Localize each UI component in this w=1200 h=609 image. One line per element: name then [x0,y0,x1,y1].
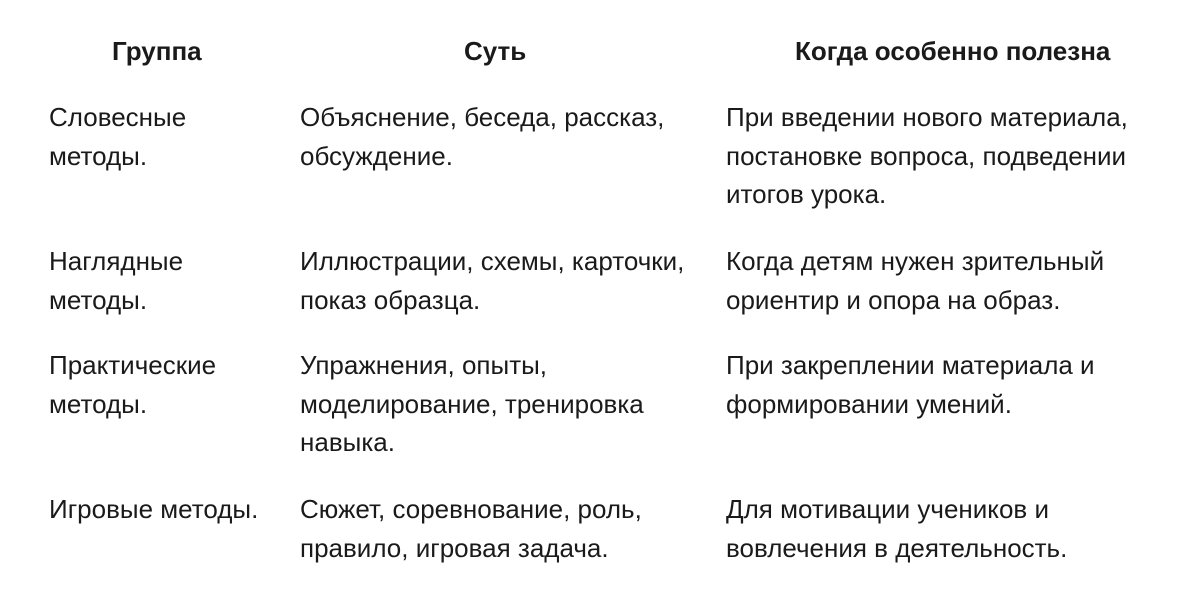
cell-when-useful: Для мотивации учеников и вовлечения в деятельность. [726,494,1068,563]
cell-essence: Сюжет, соревнование, роль, правило, игровая задача. [300,494,642,563]
header-essence: Суть [464,36,527,66]
cell-when-useful: Когда детям нужен зрительный ориентир и опора на образ. [726,246,1105,315]
cell-group: Словесные методы. [49,102,187,171]
cell-essence: Объяснение, беседа, рассказ, обсуждение. [300,102,665,171]
cell-when-useful: При введении нового материала, постановке вопроса, подведении итогов урока. [726,102,1128,209]
cell-group: Практические методы. [49,350,217,419]
cell-essence: Иллюстрации, схемы, карточки, показ образца. [300,246,685,315]
cell-group: Наглядные методы. [49,246,184,315]
table-header-row [0,34,1200,70]
cell-when-useful: При закреплении материала и формировании умений. [726,350,1095,419]
header-when-useful: Когда особенно полезна [795,36,1111,66]
header-group: Группа [112,36,202,66]
cell-group: Игровые методы. [49,494,259,524]
cell-essence: Упражнения, опыты, моделирование, тренировка навыка. [300,350,644,457]
